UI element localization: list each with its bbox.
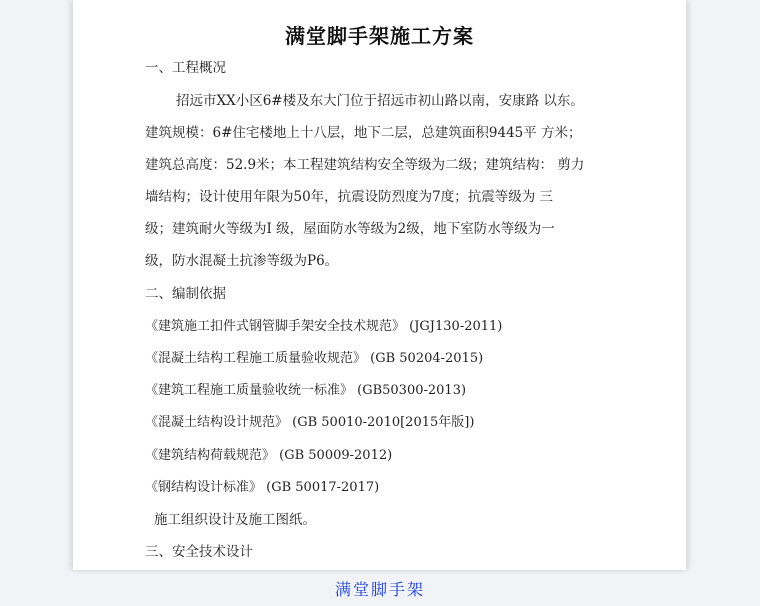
reference-item: 《混凝土结构工程施工质量验收规范》 (GB 50204-2015)	[145, 351, 484, 366]
reference-item: 《建筑施工扣件式钢管脚手架安全技术规范》 (JGJ130-2011)	[145, 319, 503, 334]
paragraph-line: 墙结构；设计使用年限为50年，抗震设防烈度为7度；抗震等级为 三	[145, 189, 554, 205]
reference-item: 《混凝土结构设计规范》 (GB 50010-2010[2015年版])	[145, 415, 475, 430]
reference-item: 《建筑工程施工质量验收统一标准》 (GB50300-2013)	[145, 383, 467, 398]
paragraph-line: 建筑总高度：52.9米；本工程建筑结构安全等级为二级；建筑结构： 剪力	[145, 157, 585, 173]
reference-item: 《建筑结构荷载规范》 (GB 50009-2012)	[145, 448, 393, 463]
section-heading-safety: 三、安全技术设计	[145, 544, 253, 560]
paragraph-line: 建筑规模：6#住宅楼地上十八层，地下二层，总建筑面积9445平 方米；	[145, 125, 582, 141]
paragraph-line: 级，防水混凝土抗渗等级为P6。	[145, 253, 339, 269]
document-title: 满堂脚手架施工方案	[285, 24, 474, 48]
document-page	[73, 0, 686, 570]
paragraph-line: 招远市XX小区6#楼及东大门位于招远市初山路以南，安康路 以东。	[176, 93, 584, 109]
reference-note: 施工组织设计及施工图纸。	[154, 512, 316, 528]
reference-item: 《钢结构设计标准》 (GB 50017-2017)	[145, 480, 380, 495]
paragraph-line: 级；建筑耐火等级为I 级，屋面防水等级为2级，地下室防水等级为一	[145, 221, 555, 237]
section-heading-basis: 二、编制依据	[145, 286, 226, 302]
page-caption: 满堂脚手架	[334, 580, 425, 599]
section-heading-overview: 一、工程概况	[145, 60, 226, 76]
